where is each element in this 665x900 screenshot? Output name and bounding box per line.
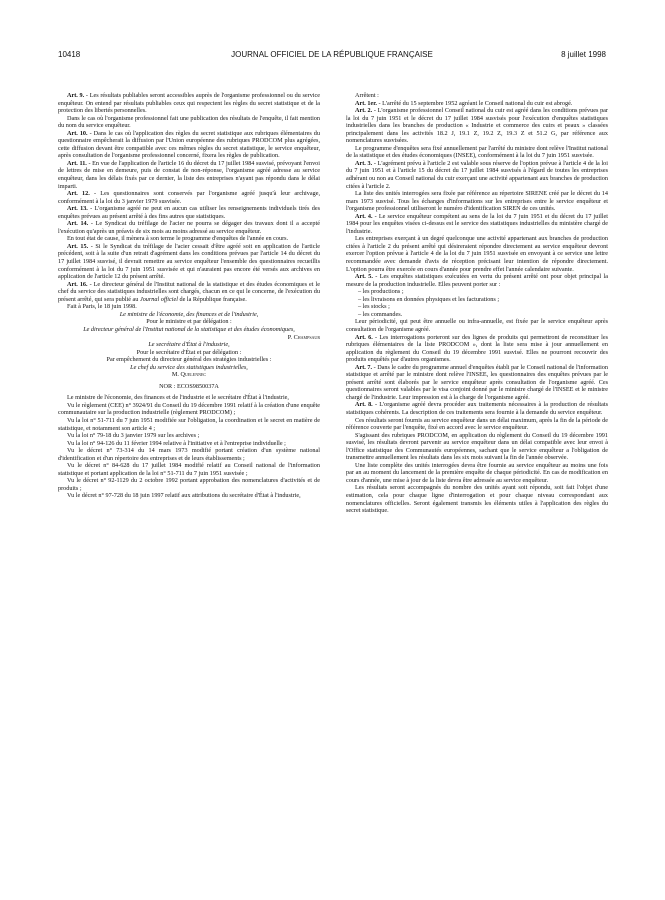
delegation: Pour le ministre et par délégation : bbox=[146, 318, 232, 326]
nor-reference: NOR : ECOS9850037A bbox=[159, 382, 219, 390]
article-15: Art. 15. - Si le Syndicat du tréfilage de l'acier cessait d'être agréé soit en application de l'article précédent, soit à la suite d'un retrait d'agrément dans les conditions prévues par l'article 14 du décret du 17 juillet 1984 susvisé, il devrait remettre au service enquêteur l'ensemble des questionnaires recueillis conformément à la loi du 7 juin 1951 susvisée et qui n'auraient pas encore été versés aux archives en application de l'article 12 du présent arrêté. bbox=[58, 242, 320, 281]
article-11: Art. 11. - En vue de l'application de l'article 16 du décret du 17 juillet 1984 susvisé, prévoyant l'envoi de lettres de mise en demeure, puis de constat de non-réponse, l'organisme agréé adresse au service enquêteur, dans les délais fixés par ce dernier, la liste des entreprises n'ayant pas répondu dans le délai imparti. bbox=[58, 159, 320, 190]
issue-date: 8 juillet 1998 bbox=[561, 50, 606, 59]
arretent: Arrêtent : bbox=[355, 92, 379, 99]
visa: Vu le décret n° 84-628 du 17 juillet 1984 modifié relatif au Conseil national de l'information statistique et portant application de la loi n° 51-711 du 7 juin 1951 susvisée ; bbox=[58, 462, 320, 477]
signatory-name: M. Quelennec bbox=[171, 371, 207, 379]
article-13: Art. 13. - L'organisme agréé ne peut en aucun cas utiliser les renseignements individuels tirés des enquêtes prévues au présent arrêté à des fins autres que statistiques. bbox=[58, 205, 320, 220]
list-item: – les commandes. bbox=[358, 311, 608, 319]
delegation: Par empêchement du directeur général des stratégies industrielles : bbox=[106, 356, 272, 364]
article-2: Art. 2. - L'organisme professionnel Conseil national du cuir est agréé dans les conditions prévues par la loi du 7 juin 1951 et le décret du 17 juillet 1984 susvisés pour l'exécution d'enquêtes statistiques industrielles dans les branches de production « Industrie et commerce des cuirs et peaux » classées principalement dans les activités 18.2 J, 19.1 Z, 19.2 Z, 19.3 Z et 51.2 G, par référence aux nomenclatures susvisées. bbox=[346, 107, 608, 145]
page-header bbox=[58, 50, 606, 64]
article-5: Art. 5. - Les enquêtes statistiques exécutées en vertu du présent arrêté ont pour objet principal la mesure de la production industrielle. Elles peuvent porter sur : bbox=[346, 273, 608, 288]
signatory-title: Le chef du service des statistiques industrielles, bbox=[130, 363, 248, 371]
visa: Vu le décret n° 73-314 du 14 mars 1973 modifié portant création d'un système national d'identification et d'un répertoire des entreprises et de leurs établissements ; bbox=[58, 447, 320, 462]
paragraph: Le programme d'enquêtes sera fixé annuellement par l'arrêté du ministre dont relève l'Institut national de la statistique et des études économiques (INSEE), conformément à la loi du 7 juin 1951 susvisée. bbox=[346, 144, 608, 160]
left-column bbox=[58, 92, 320, 500]
signatory-title: Le ministre de l'économie, des finances et de l'industrie, bbox=[119, 310, 259, 318]
list-item: – les productions ; bbox=[358, 288, 608, 296]
visa: Vu le décret n° 92-1129 du 2 octobre 1992 portant approbation des nomenclatures d'activités et de produits ; bbox=[58, 477, 320, 492]
article-3: Art. 3. - L'agrément prévu à l'article 2 est valable sous réserve de l'option prévue à l'article 4 de la loi du 7 juin 1951 et à l'article 15 du décret du 17 juillet 1984 susvisés à l'égard de toutes les entreprises adhérant ou non au Conseil national du cuir exerçant une activité appartenant aux branches de production citées à l'article 2. bbox=[346, 159, 608, 190]
preamble: Le ministre de l'économie, des finances et de l'industrie et le secrétaire d'État à l'industrie, bbox=[67, 394, 289, 402]
page-number: 10418 bbox=[58, 50, 81, 59]
article-9: Art. 9. - Les résultats publiables seront accessibles auprès de l'organisme professionnel ou du service enquêteur. On entend par résultats publiables ceux qui respectent les règles du secret statistique et de la protection des libertés personnelles. bbox=[58, 92, 321, 115]
paragraph: Leur périodicité, qui peut être annuelle ou infra-annuelle, est fixée par le service enquêteur après consultation de l'organisme agréé. bbox=[346, 318, 608, 333]
journal-title: JOURNAL OFFICIEL DE LA RÉPUBLIQUE FRANÇAISE bbox=[231, 50, 433, 59]
signature-date: Fait à Paris, le 18 juin 1998. bbox=[67, 303, 137, 311]
paragraph: Dans le cas où l'organisme professionnel fait une publication des résultats de l'enquête, il fait mention du nom du service enquêteur. bbox=[58, 114, 320, 130]
signatory-name: P. Champsaur bbox=[287, 333, 320, 341]
list-item: – les livraisons en données physiques et les facturations ; bbox=[358, 296, 608, 304]
paragraph: Les entreprises exerçant à un degré quelconque une activité appartenant aux branches de production citées à l'article 2 du présent arrêté qui désireraient répondre directement au service enquêteur devront exercer l'option prévue à l'article 4 de la loi du 7 juin 1951 susvisée en envoyant à ce service une lettre recommandée avec demande d'avis de réception précisant leur intention de répondre directement. L'option pourra être exercée en cours d'année pour prendre effet l'année calendaire suivante. bbox=[346, 235, 608, 273]
article-14: Art. 14. - Le Syndicat du tréfilage de l'acier ne pourra se dégager des travaux dont il a accepté l'exécution qu'après un préavis de six mois au moins adressé au service enquêteur. bbox=[58, 220, 320, 235]
paragraph: S'agissant des rubriques PRODCOM, en application du règlement du Conseil du 19 décembre 1991 susvisé, les résultats devront parvenir au service enquêteur dans un délai compatible avec leur envoi à l'Office statistique des Communautés européennes, sachant que le service enquêteur a l'obligation de transmettre annuellement les résultats dans les six mois suivant la fin de l'année observée. bbox=[346, 431, 608, 462]
article-6: Art. 6. - Les interrogations porteront sur des lignes de produits qui permettront de reconstituer les rubriques élémentaires de la liste PRODCOM », dont la liste sera mise à jour annuellement en application du règlement du Conseil du 19 décembre 1991 susvisé. Elles ne pourront recouvrir des produits enquêtés par d'autres organismes. bbox=[346, 333, 609, 364]
article-4: Art. 4. - Le service enquêteur compétent au sens de la loi du 7 juin 1951 et du décret du 17 juillet 1984 pour les enquêtes visées ci-dessus est le service des statistiques industrielles du ministère chargé de l'industrie. bbox=[346, 212, 608, 235]
visa: Vu la loi n° 51-711 du 7 juin 1951 modifiée sur l'obligation, la coordination et le secret en matière de statistique, et notamment son article 4 ; bbox=[58, 416, 320, 432]
article-12: Art. 12. - Les questionnaires sont conservés par l'organisme agréé jusqu'à leur archivage, conformément à la loi du 3 janvier 1979 susvisée. bbox=[58, 190, 321, 205]
article-1: Art. 1er. - L'arrêté du 15 septembre 1952 agréant le Conseil national du cuir est abrogé. bbox=[355, 99, 573, 107]
paragraph: Une liste complète des unités interrogées devra être fournie au service enquêteur au moins une fois par an au moment du lancement de la première enquête de chaque périodicité. En cas de modification en cours d'année, une mise à jour de la liste devra être adressée au service enquêteur. bbox=[346, 461, 608, 484]
visa: Vu la loi n° 79-18 du 3 janvier 1979 sur les archives ; bbox=[67, 432, 200, 440]
article-16: Art. 16. - Le directeur général de l'Institut national de la statistique et des études économiques et le chef du service des statistiques industrielles sont chargés, chacun en ce qui le concerne, de l'exécution du présent arrêté, qui sera publié au Journal officiel de la République française. bbox=[58, 280, 320, 303]
paragraph: En tout état de cause, il mènera à son terme le programme d'enquêtes de l'année en cours. bbox=[67, 235, 289, 243]
visa: Vu le décret n° 97-728 du 18 juin 1997 relatif aux attributions du secrétaire d'État à l'industrie, bbox=[67, 492, 301, 500]
visa: Vu la loi n° 94-126 du 11 février 1994 relative à l'initiative et à l'entreprise individuelle ; bbox=[67, 439, 286, 447]
article-10: Art. 10. - Dans le cas où l'application des règles du secret statistique aux rubriques élémentaires du questionnaire empêcherait la diffusion par l'Union européenne des rubriques PRODCOM plus agrégées, cette diffusion devant être compatible avec ces mêmes règles du secret statistique, le service enquêteur, après consultation de l'organisme professionnel concerné, fixera les règles de publication. bbox=[58, 129, 320, 160]
paragraph: Ces résultats seront fournis au service enquêteur dans un délai maximum, après la fin de la période de référence couverte par l'enquête, fixé en accord avec le service enquêteur. bbox=[346, 416, 608, 432]
article-8: Art. 8. - L'organisme agréé devra procéder aux traitements nécessaires à la production de résultats statistiques cohérents. La description de ces traitements sera fournie à la demande du service enquêteur. bbox=[346, 401, 609, 416]
paragraph: Les résultats seront accompagnés du nombre des unités ayant soit répondu, soit fait l'objet d'une estimation, cela pour chaque ligne d'interrogation et pour chaque niveau correspondant aux nomenclatures officielles. Seront également transmis les éléments utiles à l'application des règles du secret statistique. bbox=[346, 484, 608, 515]
article-7: Art. 7. - Dans le cadre du programme annuel d'enquêtes établi par le Conseil national de l'information statistique et arrêté par le ministre dont relève l'INSEE, les questionnaires des enquêtes prévues par le présent arrêté sont élaborés par le service enquêteur après consultation de l'organisme agréé. Ces questionnaires seront valables par le visa conjoint donné par le ministre chargé de l'INSEE et le ministre chargé de l'industrie. Leur impression est à la charge de l'organisme agréé. bbox=[346, 363, 608, 401]
delegation: Pour le secrétaire d'État et par délégation : bbox=[136, 348, 242, 356]
right-column bbox=[346, 92, 608, 515]
paragraph: La liste des unités interrogées sera fixée par référence au répertoire SIRENE créé par le décret du 14 mars 1973 susvisé. Tous les échanges d'informations sur les entreprises entre le service enquêteur et l'organisme professionnel utiliseront le numéro d'identification SIREN de ces unités. bbox=[346, 190, 608, 213]
survey-topics-list bbox=[346, 288, 608, 318]
visa: Vu le règlement (CEE) n° 3924/91 du Conseil du 19 décembre 1991 relatif à la création d'une enquête communautaire sur la production industrielle (règlement PRODCOM) ; bbox=[58, 401, 320, 417]
signatory-title: Le directeur général de l'Institut national de la statistique et des études économiques, bbox=[83, 325, 295, 333]
list-item: – les stocks ; bbox=[358, 303, 608, 311]
signatory-title: Le secrétaire d'État à l'industrie, bbox=[148, 341, 230, 349]
